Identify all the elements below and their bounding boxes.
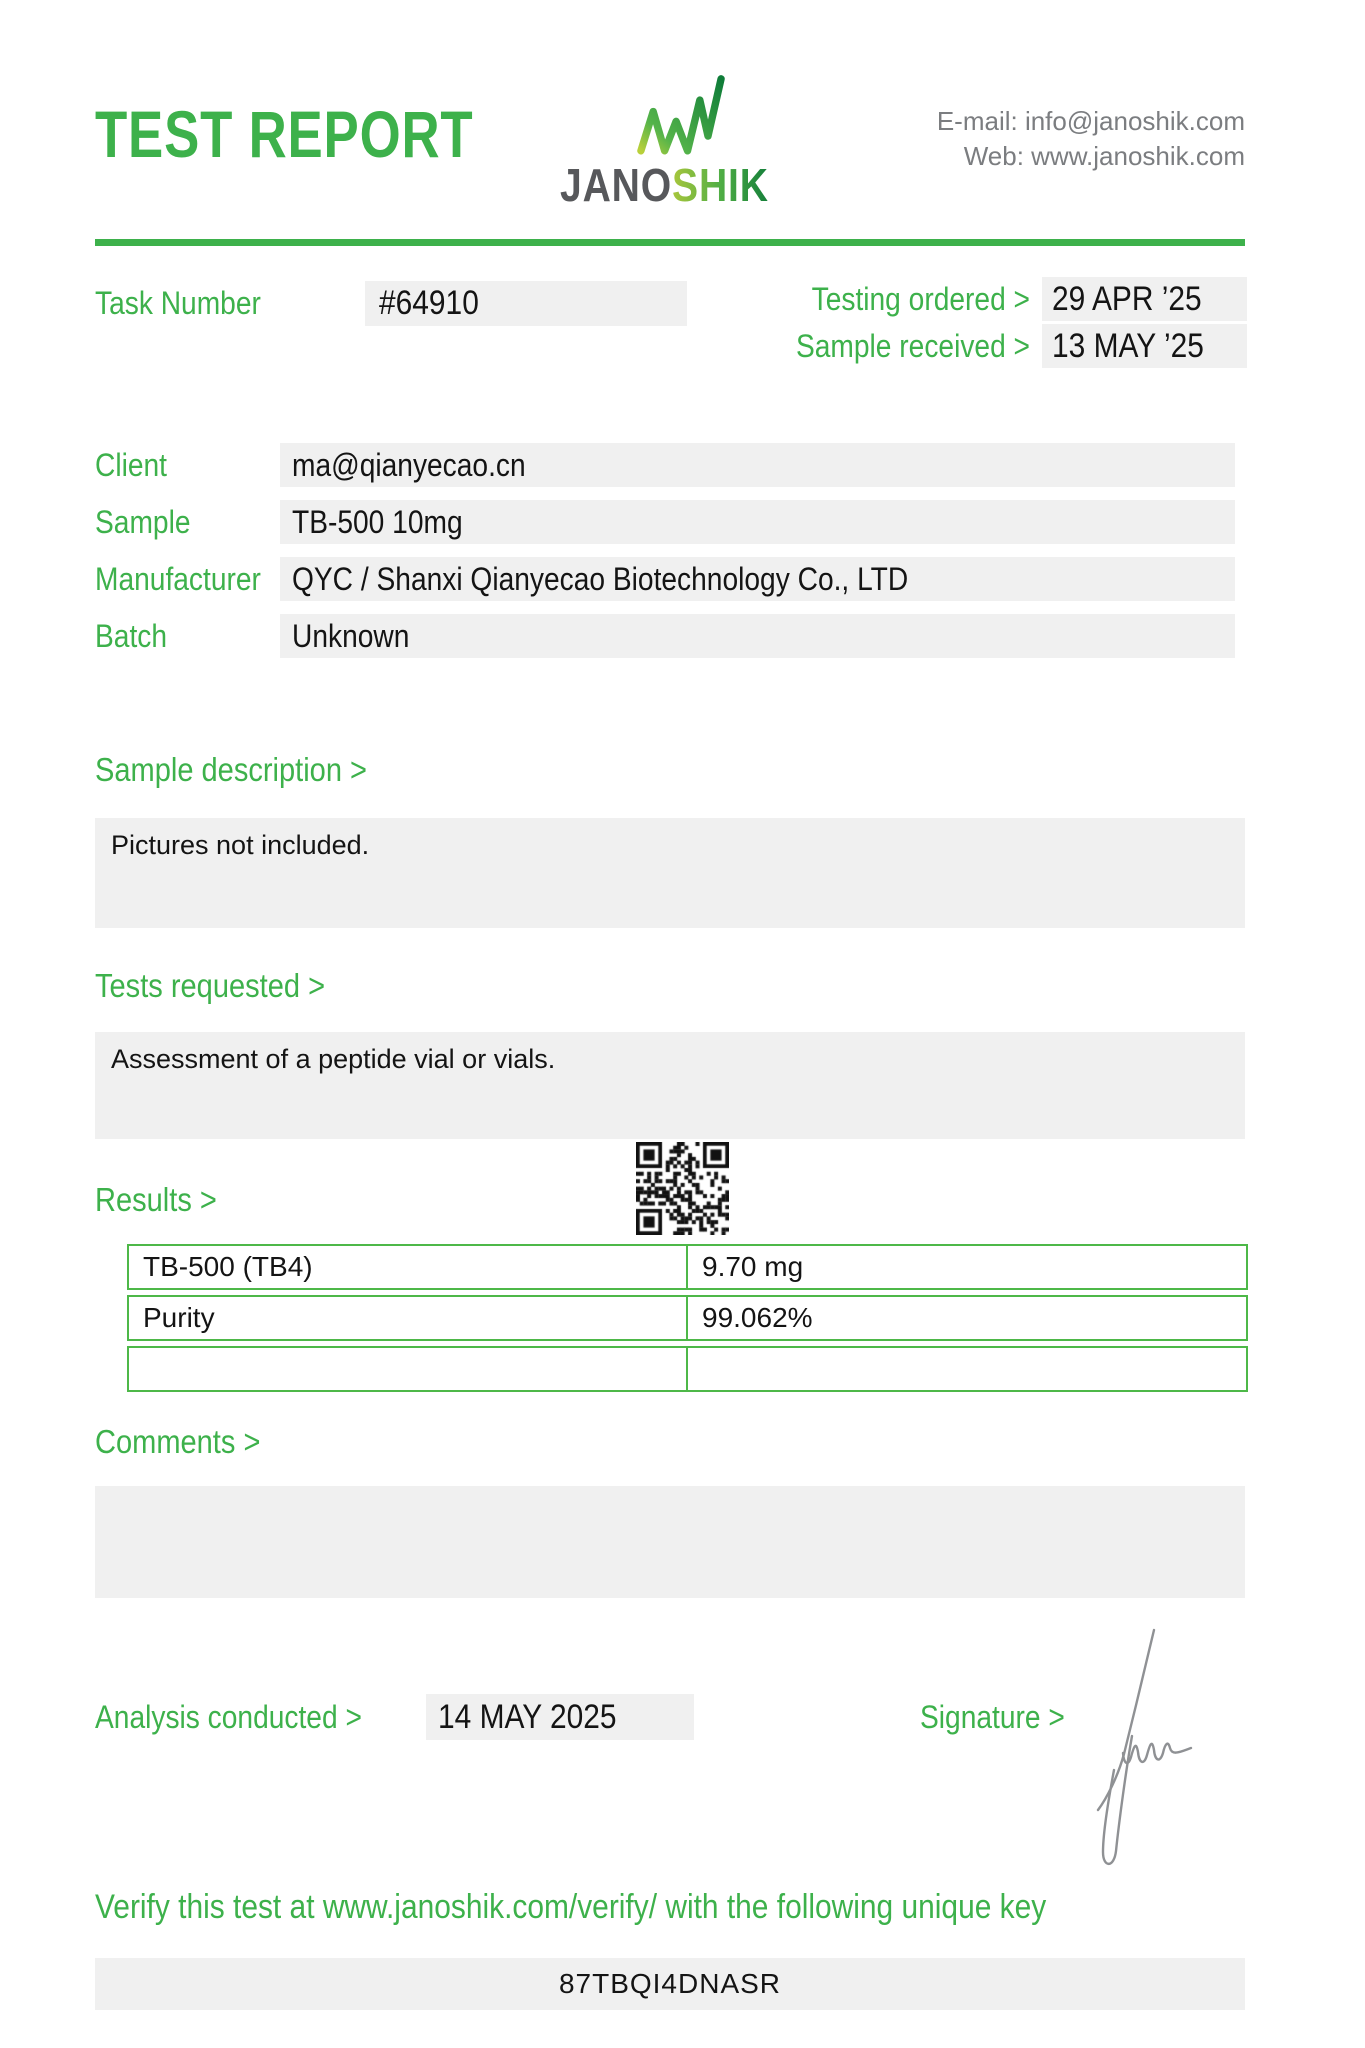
client-field — [280, 443, 1235, 487]
result-value-cell — [688, 1246, 1246, 1288]
result-name-cell — [129, 1246, 688, 1288]
comments-heading: Comments > — [95, 1423, 261, 1460]
batch-value: Unknown — [292, 618, 410, 654]
testing-ordered-field — [1042, 277, 1247, 321]
qr-code — [636, 1142, 729, 1235]
signature-label: Signature > — [920, 1699, 1065, 1735]
unique-key-value: 87TBQI4DNASR — [558, 1968, 782, 1999]
manufacturer-label: Manufacturer — [95, 561, 261, 597]
tests-requested-heading: Tests requested > — [95, 967, 326, 1004]
table-row — [127, 1346, 1248, 1392]
analysis-conducted-label: Analysis conducted > — [95, 1699, 362, 1735]
result-value: 99.062% — [702, 1302, 813, 1333]
result-value-cell — [688, 1297, 1246, 1339]
contact-email: E-mail: info@janoshik.com — [936, 106, 1245, 136]
logo-text-dark: JANO — [560, 159, 673, 211]
page-title: TEST REPORT — [95, 97, 474, 171]
result-name: TB-500 (TB4) — [143, 1251, 313, 1282]
header-divider — [95, 239, 1245, 246]
testing-ordered-label: Testing ordered > — [811, 281, 1030, 317]
verify-instruction: Verify this test at www.janoshik.com/verify/ with the following unique key — [95, 1888, 1047, 1926]
analysis-date-value: 14 MAY 2025 — [438, 1698, 617, 1736]
sample-description-box — [95, 818, 1245, 928]
result-name-cell — [129, 1297, 688, 1339]
client-label: Client — [95, 447, 167, 483]
client-value: ma@qianyecao.cn — [292, 447, 526, 483]
task-number-label: Task Number — [95, 285, 261, 321]
comments-box — [95, 1486, 1245, 1598]
result-value: 9.70 mg — [702, 1251, 804, 1282]
sample-received-label: Sample received > — [795, 328, 1030, 364]
janoshik-logo-icon — [636, 72, 726, 161]
table-row — [127, 1244, 1248, 1290]
sample-value: TB-500 10mg — [292, 504, 463, 540]
contact-web: Web: www.janoshik.com — [963, 141, 1245, 171]
result-name: Purity — [143, 1302, 215, 1333]
table-row — [127, 1295, 1248, 1341]
batch-label: Batch — [95, 618, 168, 654]
batch-field — [280, 614, 1235, 658]
sample-label: Sample — [95, 504, 191, 540]
manufacturer-value: QYC / Shanxi Qianyecao Biotechnology Co., LTD — [292, 561, 909, 597]
result-value-cell — [688, 1348, 1246, 1390]
signature-image — [1090, 1622, 1210, 1877]
logo-text-green: SHIK — [672, 159, 769, 211]
sample-description-heading: Sample description > — [95, 751, 368, 788]
results-table — [127, 1244, 1248, 1397]
analysis-date-field — [426, 1694, 694, 1740]
tests-requested-text: Assessment of a peptide vial or vials. — [111, 1044, 556, 1074]
sample-received-date: 13 MAY ’25 — [1052, 327, 1204, 365]
tests-requested-box — [95, 1032, 1245, 1139]
janoshik-logo-text — [560, 158, 781, 212]
sample-received-field — [1042, 324, 1247, 368]
sample-description-text: Pictures not included. — [111, 830, 370, 860]
testing-ordered-date: 29 APR ’25 — [1052, 280, 1202, 318]
results-heading: Results > — [95, 1181, 217, 1218]
result-name-cell — [129, 1348, 688, 1390]
task-number-value: #64910 — [379, 284, 479, 322]
unique-key-field — [95, 1958, 1245, 2010]
contact-info — [937, 104, 1245, 174]
task-number-field — [365, 281, 687, 326]
manufacturer-field — [280, 557, 1235, 601]
sample-field — [280, 500, 1235, 544]
